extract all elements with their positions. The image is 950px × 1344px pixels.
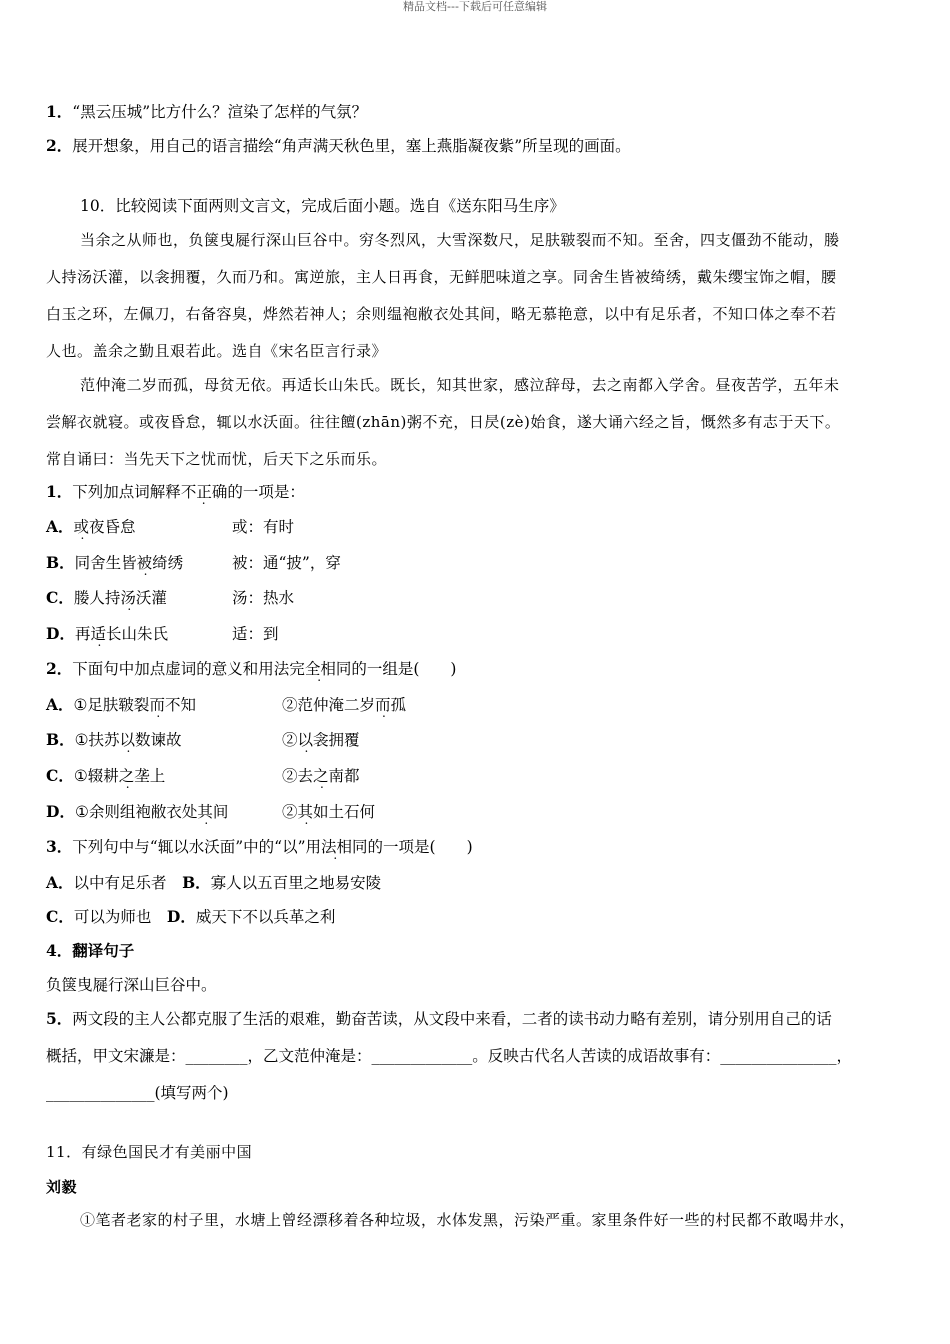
passage2-line-2: 尝解衣就寝。或夜昏怠，辄以水沃面。往往饘(zhān)粥不充，日昃(zè)始食，遂大诵六经之旨，慨然多有志于天下。 — [46, 413, 841, 431]
header-note: 精品文档---下载后可任意编辑 — [403, 0, 547, 13]
sq1-option-b[interactable] — [46, 553, 183, 573]
dotted-word: 而 — [375, 696, 391, 714]
sq1-stem-a: 下列加点词解释 — [72, 483, 181, 501]
passage1-line-2: 人持汤沃灌，以衾拥覆，久而乃和。寓逆旅，主人日再食，无鲜肥味道之享。同舍生皆被绮绣，戴朱缨宝饰之帽，腰 — [46, 268, 837, 286]
option-label: B． — [46, 553, 75, 572]
sq2-stem-dotted: 完全相同 — [289, 660, 352, 678]
sq1-stem-dotted: 不正确 — [180, 483, 228, 501]
sq5-number: 5． — [46, 1009, 73, 1028]
option-label: A． — [46, 695, 74, 714]
option-text: 长山朱氏 — [105, 625, 168, 643]
dotted-word: 而 — [149, 696, 165, 714]
q10-title: 10．比较阅读下面两则文言文，完成后面小题。选自《送东阳马生序》 — [80, 197, 565, 215]
passage1-line-3: 白玉之环，左佩刀，右备容臭，烨然若神人；余则缊袍敝衣处其间，略无慕艳意，以中有足乐者，不知口体之奉不若 — [46, 305, 837, 323]
option-text: 夜昏怠 — [89, 518, 136, 536]
option-text: ② — [282, 731, 298, 749]
sq2-option-c-right — [282, 766, 360, 786]
dotted-word: 以 — [297, 731, 314, 749]
sq1-number: 1． — [46, 482, 73, 501]
q9-q2-text: 展开想象，用自己的语言描绘“角声满天秋色里，塞上燕脂凝夜紫”所呈现的画面。 — [72, 137, 631, 155]
option-text: ② — [282, 803, 298, 821]
option-text: 如土石何 — [313, 803, 376, 821]
option-label: D． — [166, 907, 196, 926]
sq5-line-2: 概括，甲文宋濂是：________，乙文范仲淹是：_____________。反映古代名人苦读的成语故事有：_______________， — [46, 1047, 853, 1065]
option-text: 间 — [212, 803, 229, 821]
sq2-stem — [46, 659, 456, 679]
sq2-option-a[interactable] — [46, 695, 196, 715]
sq2-option-b[interactable] — [46, 730, 182, 750]
option-label: C． — [46, 766, 74, 785]
option-text: 再 — [74, 625, 91, 643]
option-text: ①余则组袍敝衣处 — [74, 803, 198, 821]
option-text: ①辍耕 — [73, 767, 119, 785]
sq5-line-3: ______________(填写两个) — [46, 1084, 229, 1102]
option-text: 同舍生皆 — [74, 554, 137, 572]
q11-author: 刘毅 — [46, 1178, 78, 1196]
sq1-stem — [46, 482, 305, 502]
option-text: 沃灌 — [135, 589, 167, 607]
dotted-word: 以 — [119, 731, 136, 749]
option-label: D． — [46, 624, 75, 643]
option-text: 衾拥覆 — [313, 731, 360, 749]
sq4-number: 4． — [46, 941, 73, 960]
passage2-line-3: 常自诵曰：当先天下之忧而忧，后天下之乐而乐。 — [46, 450, 388, 468]
sq2-stem-a: 下面句中加点虚词的意义和用法 — [72, 660, 290, 678]
sq5-line-1 — [46, 1009, 832, 1029]
sq2-option-c[interactable] — [46, 766, 165, 786]
dotted-word: 或 — [73, 518, 90, 536]
sq1-option-b-explanation: 被：通“披”，穿 — [232, 554, 341, 572]
sq3-stem-b: 的一项是( ) — [367, 838, 473, 856]
sq5-text: 两文段的主人公都克服了生活的艰难，勤奋苦读，从文段中来看，二者的读书动力略有差别，请分别用自己的话 — [72, 1010, 832, 1028]
sq1-option-a[interactable] — [46, 517, 136, 537]
sq3-options-row-1 — [46, 873, 381, 893]
sq3-options-row-2 — [46, 907, 335, 927]
option-text: 孤 — [390, 696, 407, 714]
q9-question-1 — [46, 102, 367, 122]
q11-paragraph-1: ①笔者老家的村子里，水塘上曾经漂移着各种垃圾，水体发黑，污染严重。家里条件好一些的村民都不敢喝井水， — [80, 1211, 856, 1229]
dotted-word: 适 — [90, 625, 106, 643]
dotted-word: 被 — [136, 554, 153, 572]
sq2-number: 2． — [46, 659, 73, 678]
sq2-stem-b: 的一组是( ) — [351, 660, 457, 678]
dotted-word: 其 — [197, 803, 213, 821]
sq3-number: 3． — [46, 837, 73, 856]
option-text: 垄上 — [134, 767, 166, 785]
option-text: 绮绣 — [152, 554, 184, 572]
option-text: 数谏故 — [135, 731, 182, 749]
sq1-option-c-explanation: 汤：热水 — [232, 589, 295, 607]
q11-title: 11．有绿色国民才有美丽中国 — [46, 1143, 253, 1161]
sq2-option-d[interactable] — [46, 802, 228, 822]
sq4-stem-text: 翻译句子 — [72, 941, 135, 960]
option-text: 媵人持 — [73, 589, 121, 607]
option-text: 南都 — [328, 767, 360, 785]
option-label: B． — [182, 873, 211, 892]
sq3-option-d[interactable]: 威天下不以兵革之利 — [195, 908, 336, 926]
sq4-sentence: 负箧曳屣行深山巨谷中。 — [46, 976, 217, 994]
sq1-option-c[interactable] — [46, 588, 167, 608]
sq3-stem-a: 下列句中与“辄以水沃面”中的“以” — [72, 838, 306, 856]
option-label: C． — [46, 588, 74, 607]
option-text: 不知 — [164, 696, 196, 714]
passage1-line-1: 当余之从师也，负箧曳屣行深山巨谷中。穷冬烈风，大雪深数尺，足肤皲裂而不知。至舍，四支僵劲不能动，媵 — [80, 231, 840, 249]
passage1-line-4: 人也。盖余之勤且艰若此。选自《宋名臣言行录》 — [46, 342, 388, 360]
option-label: A． — [46, 517, 74, 536]
sq3-option-a[interactable]: 以中有足乐者 — [73, 874, 167, 892]
sq1-stem-b: 的一项是： — [227, 483, 305, 501]
sq3-stem-dotted: 用法相同 — [305, 838, 368, 856]
option-text: ②去 — [282, 767, 314, 785]
dotted-word: 之 — [118, 767, 135, 785]
option-text: ②范仲淹二岁 — [282, 696, 376, 714]
option-label: B． — [46, 730, 75, 749]
option-text: ①扶苏 — [74, 731, 120, 749]
sq1-option-a-explanation: 或：有时 — [232, 518, 295, 536]
option-text: ①足肤皲裂 — [73, 696, 150, 714]
sq1-option-d-explanation: 适：到 — [232, 625, 279, 643]
option-label: C． — [46, 907, 74, 926]
sq2-option-a-right — [282, 695, 406, 715]
option-label: D． — [46, 802, 75, 821]
sq1-option-d[interactable] — [46, 624, 168, 644]
passage2-line-1: 范仲淹二岁而孤，母贫无依。再适长山朱氏。既长，知其世家，感泣辞母，去之南都入学舍。昼夜苦学，五年未 — [80, 376, 840, 394]
dotted-word: 其 — [297, 803, 314, 821]
q9-q1-text: “黑云压城”比方什么？渲染了怎样的气氛？ — [72, 103, 368, 121]
q9-q2-number: 2． — [46, 136, 73, 155]
sq3-option-b[interactable]: 寡人以五百里之地易安陵 — [210, 874, 382, 892]
q9-question-2 — [46, 136, 631, 156]
sq2-option-b-right — [282, 730, 360, 750]
sq3-stem — [46, 837, 473, 857]
dotted-word: 之 — [313, 767, 329, 785]
sq3-option-c[interactable]: 可以为师也 — [73, 908, 152, 926]
option-label: A． — [46, 873, 74, 892]
q9-q1-number: 1． — [46, 102, 73, 121]
dotted-word: 汤 — [120, 589, 136, 607]
sq2-option-d-right — [282, 802, 375, 822]
sq4-stem — [46, 941, 134, 961]
